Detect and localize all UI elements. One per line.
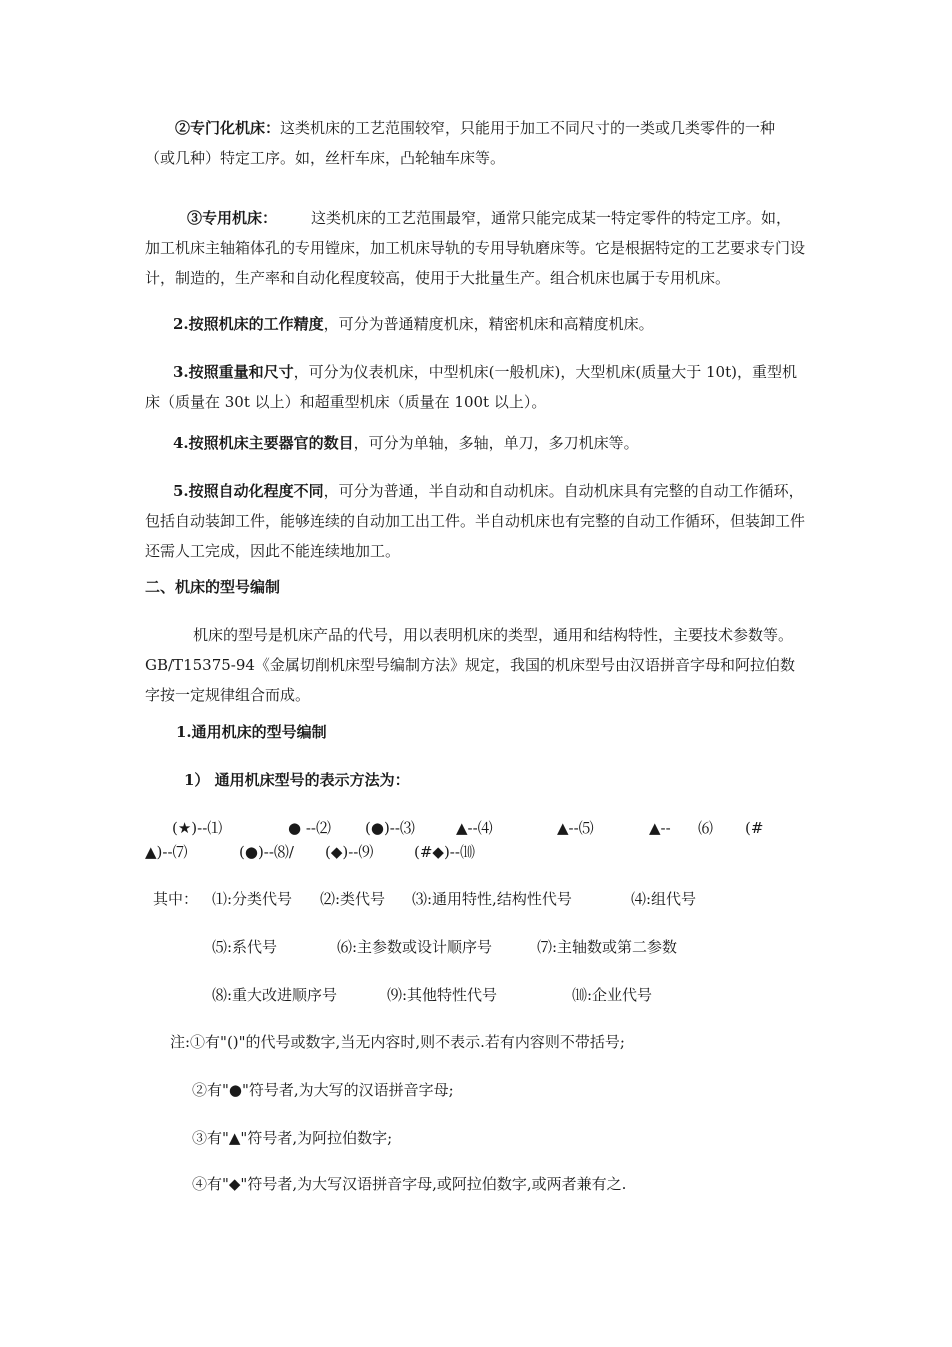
note-item: 注:①有"()"的代号或数字,当无内容时,则不表示.若有内容则不带括号; <box>170 1033 625 1051</box>
paragraph-lead: 3.按照重量和尺寸 <box>173 363 294 381</box>
section-heading: 二、机床的型号编制 <box>145 578 281 596</box>
formula-term: (★)--⑴ <box>172 819 223 837</box>
paragraph-precision <box>145 309 805 339</box>
legend-item: ⑴:分类代号 <box>212 890 293 908</box>
paragraph-special-machine <box>145 203 805 293</box>
formula-term: ▲--⑸ <box>557 819 594 837</box>
paragraph-text: ，可分为普通，半自动和自动机床。自动机床具有完整的自动工作循环，包括自动装卸工件，能够连续的自动加工出工件。半自动机床也有完整的自动工作循环，但装卸工件还需人工完成，因此不能连续地加工。 <box>145 482 806 560</box>
formula-term: (#◆)--⑽ <box>414 843 475 861</box>
legend-item: ⑽:企业代号 <box>572 986 653 1004</box>
legend-item: ⑹:主参数或设计顺序号 <box>337 938 493 956</box>
legend-item: ⑸:系代号 <box>212 938 278 956</box>
formula-term: (◆)--⑼ <box>325 843 374 861</box>
paragraph-organ-count <box>145 428 805 458</box>
paragraph-text: ，可分为单轴，多轴，单刀，多刀机床等。 <box>353 434 639 452</box>
formula-term: (●)--⑶ <box>365 819 415 837</box>
paragraph-model-definition: 机床的型号是机床产品的代号，用以表明机床的类型，通用和结构特性，主要技术参数等。GB/T15375-94《金属切削机床型号编制方法》规定，我国的机床型号由汉语拼音字母和阿拉伯数字按一定规律组合而成。 <box>145 626 795 704</box>
paragraph-weight-size <box>145 357 805 417</box>
legend-item: ⑼:其他特性代号 <box>387 986 498 1004</box>
subsection-heading: 1.通用机床的型号编制 <box>176 723 327 741</box>
paragraph-automation <box>145 476 805 566</box>
paragraph-lead: 4.按照机床主要器官的数目 <box>173 434 354 452</box>
paragraph-lead: ②专门化机床： <box>175 119 281 137</box>
note-item: ②有"●"符号者,为大写的汉语拼音字母; <box>192 1081 454 1099</box>
legend-item: ⑶:通用特性,结构性代号 <box>412 890 572 908</box>
formula-term: ▲-- <box>649 819 671 837</box>
formula-term: ⑹ <box>698 819 714 837</box>
note-item: ④有"◆"符号者,为大写汉语拼音字母,或阿拉伯数字,或两者兼有之. <box>192 1175 627 1193</box>
formula-term: (●)--⑻/ <box>239 843 294 861</box>
paragraph-text: ，可分为普通精度机床，精密机床和高精度机床。 <box>323 315 654 333</box>
legend-item: ⑵:类代号 <box>320 890 386 908</box>
formula-term: ▲)--⑺ <box>145 843 188 861</box>
formula-term: ▲--⑷ <box>456 819 493 837</box>
paragraph-text: 这类机床的工艺范围较窄，只能用于加工不同尺寸的一类或几类零件的一种（或几种）特定工序。如，丝杆车床，凸轮轴车床等。 <box>145 119 776 167</box>
subsection-heading-method: 1） 通用机床型号的表示方法为： <box>184 771 410 789</box>
legend-item: ⑺:主轴数或第二参数 <box>537 938 678 956</box>
paragraph-text: ，可分为仪表机床，中型机床(一般机床)，大型机床(质量大于 10t)，重型机床（质量在 30t 以上）和超重型机床（质量在 100t 以上）。 <box>145 363 797 411</box>
formula-term: (# <box>745 819 764 837</box>
note-item: ③有"▲"符号者,为阿拉伯数字; <box>192 1129 393 1147</box>
paragraph-lead: 2.按照机床的工作精度 <box>173 315 324 333</box>
legend-item: 其中： <box>153 890 199 908</box>
paragraph-specialized-machine <box>145 113 805 173</box>
formula-term: ● --⑵ <box>288 819 331 837</box>
paragraph-lead: 5.按照自动化程度不同 <box>173 482 324 500</box>
legend-item: ⑷:组代号 <box>631 890 697 908</box>
paragraph-lead: ③专用机床： <box>187 209 278 227</box>
legend-item: ⑻:重大改进顺序号 <box>212 986 338 1004</box>
paragraph-text: 这类机床的工艺范围最窄，通常只能完成某一特定零件的特定工序。如，加工机床主轴箱体孔的专用镗床，加工机床导轨的专用导轨磨床等。它是根据特定的工艺要求专门设计，制造的，生产率和自动化程度较高，使用于大批量生产。组合机床也属于专用机床。 <box>145 209 806 287</box>
